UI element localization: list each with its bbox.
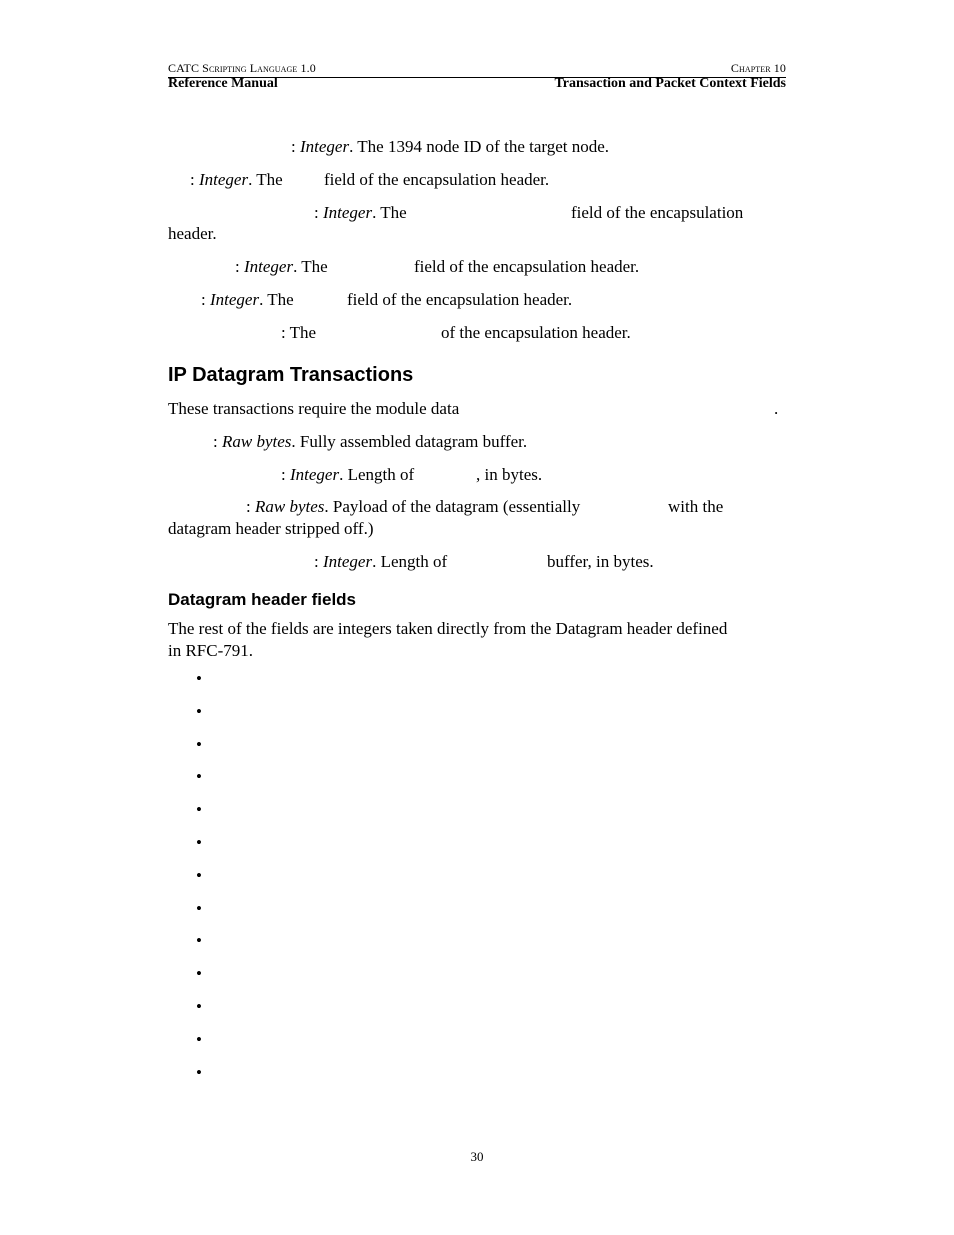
header-chapter-title: Transaction and Packet Context Fields [554, 76, 786, 91]
ip-field-payload-length-tail: buffer, in bytes. [547, 552, 654, 571]
field-desc-4-tail: field of the encapsulation header. [414, 257, 640, 276]
field-desc-5-tail: field of the encapsulation header. [347, 290, 573, 309]
header-doc-title: CATC Scripting Language 1.0 [168, 61, 316, 75]
ip-field-payload-length: : Integer. Length of [314, 552, 448, 571]
field-desc-6: : The [281, 323, 317, 342]
subsection-text-line1: The rest of the fields are integers taken directly from the Datagram header defined [168, 619, 728, 638]
header-manual-label: Reference Manual [168, 76, 278, 91]
list-item-bullet: • [196, 964, 202, 983]
ip-field-datagram-length: : Integer. Length of [281, 465, 415, 484]
ip-field-payload: : Raw bytes. Payload of the datagram (essentially [246, 497, 581, 516]
list-item-bullet: • [196, 1030, 202, 1049]
subsection-text-line2: in RFC-791. [168, 641, 254, 660]
list-item-bullet: • [196, 735, 202, 754]
field-desc-6-tail: of the encapsulation header. [441, 323, 631, 342]
list-item-bullet: • [196, 800, 202, 819]
header-chapter: Chapter 10 [730, 61, 786, 75]
ip-field-datagram-length-tail: , in bytes. [476, 465, 543, 484]
list-item-bullet: • [196, 702, 202, 721]
field-desc-3: : Integer. The [314, 203, 407, 222]
page-number: 30 [470, 1149, 484, 1164]
ip-field-payload-tail: with the [668, 497, 724, 516]
field-desc-5: : Integer. The [201, 290, 294, 309]
section-intro-end: . [774, 399, 779, 418]
subsection-heading-datagram-header: Datagram header fields [168, 590, 357, 609]
ip-field-payload-cont: datagram header stripped off.) [168, 519, 374, 538]
section-heading-ip-datagram: IP Datagram Transactions [168, 364, 414, 386]
list-item-bullet: • [196, 767, 202, 786]
field-desc-3-cont: header. [168, 224, 217, 243]
list-item-bullet: • [196, 931, 202, 950]
list-item-bullet: • [196, 866, 202, 885]
field-desc-4: : Integer. The [235, 257, 328, 276]
field-desc-2-tail: field of the encapsulation header. [324, 170, 550, 189]
field-desc-node-id: : Integer. The 1394 node ID of the target node. [291, 137, 610, 156]
section-intro: These transactions require the module data [168, 399, 460, 418]
list-item-bullet: • [196, 997, 202, 1016]
header-rule [168, 77, 786, 78]
field-desc-3-tail: field of the encapsulation [571, 203, 744, 222]
field-desc-2: : Integer. The [190, 170, 283, 189]
list-item-bullet: • [196, 1063, 202, 1082]
list-item-bullet: • [196, 669, 202, 688]
list-item-bullet: • [196, 899, 202, 918]
list-item-bullet: • [196, 833, 202, 852]
ip-field-datagram: : Raw bytes. Fully assembled datagram buffer. [213, 432, 528, 451]
